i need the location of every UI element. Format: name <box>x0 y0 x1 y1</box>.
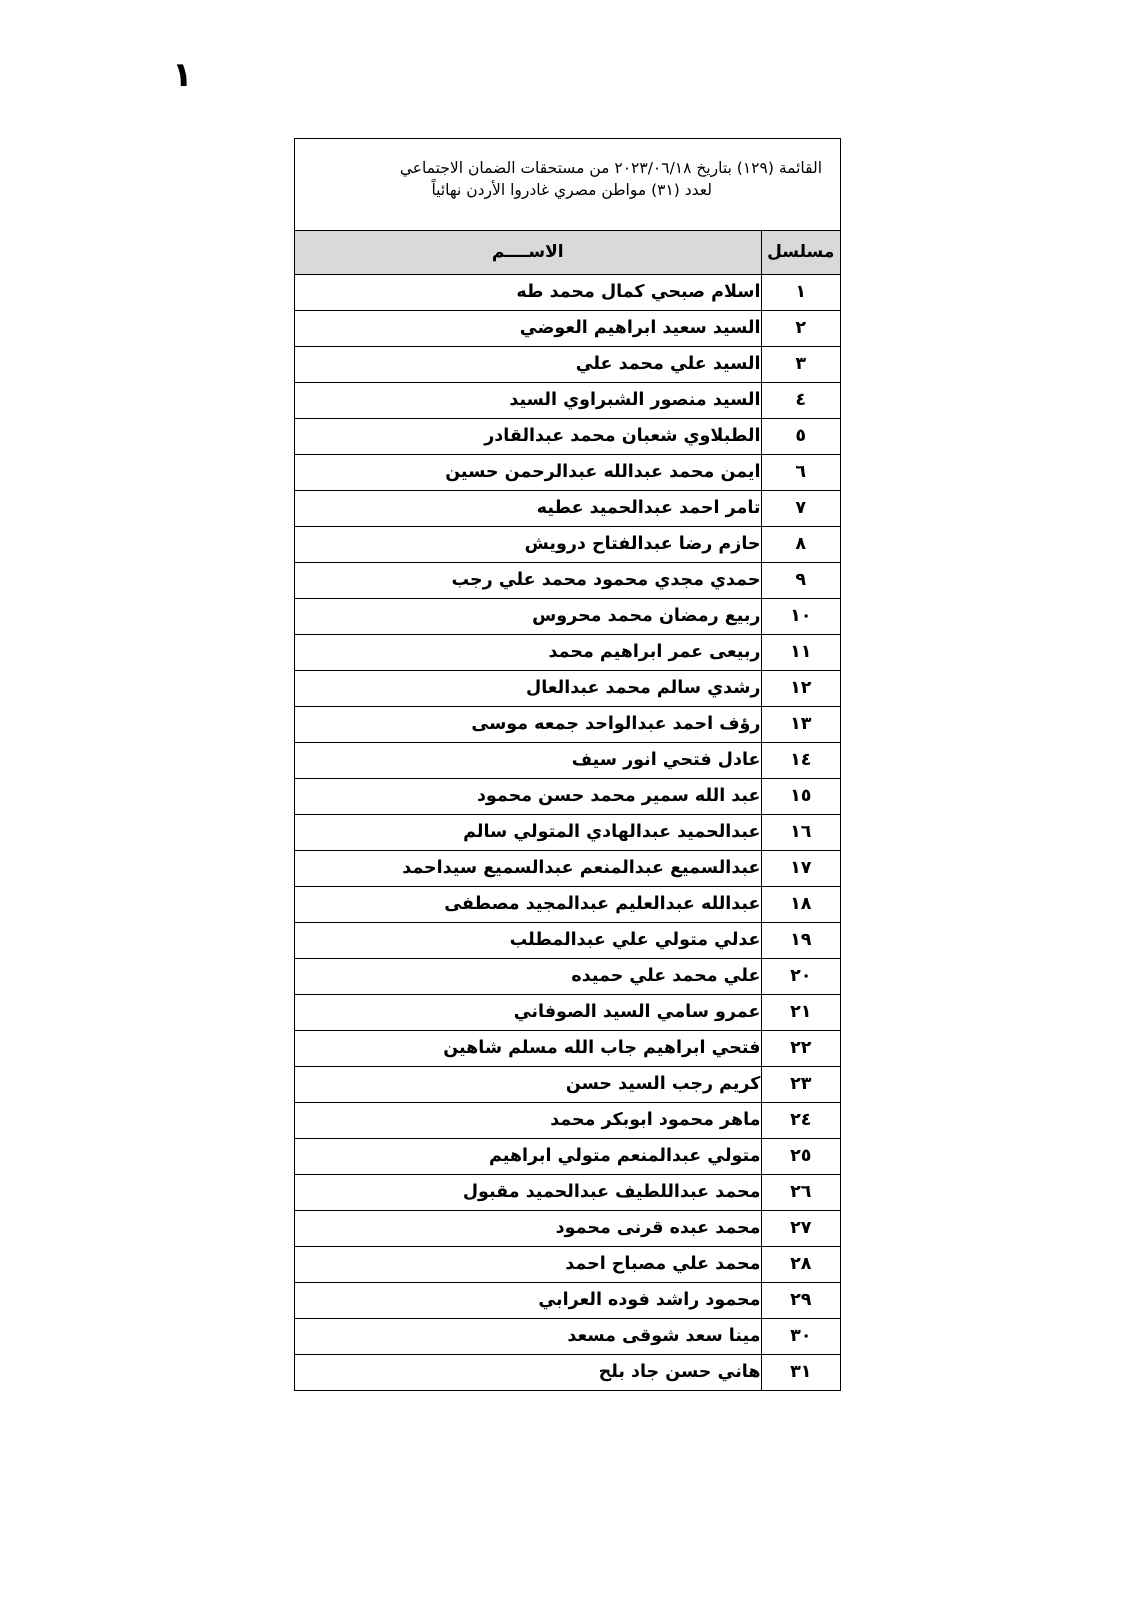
table-row <box>295 850 840 886</box>
row-serial: ٢١ <box>761 994 840 1030</box>
header-serial: مسلسل <box>761 231 840 274</box>
table-row <box>295 1102 840 1138</box>
table-row <box>295 670 840 706</box>
row-name: ماهر محمود ابوبكر محمد <box>295 1102 761 1138</box>
row-name: عدلي متولي علي عبدالمطلب <box>295 922 761 958</box>
row-name: رشدي سالم محمد عبدالعال <box>295 670 761 706</box>
list-title <box>295 139 840 231</box>
row-name: تامر احمد عبدالحميد عطيه <box>295 490 761 526</box>
row-serial: ١٨ <box>761 886 840 922</box>
table-row <box>295 1066 840 1102</box>
row-name: عبدالحميد عبدالهادي المتولي سالم <box>295 814 761 850</box>
row-serial: ٥ <box>761 418 840 454</box>
row-serial: ١٥ <box>761 778 840 814</box>
row-name: السيد سعيد ابراهيم العوضي <box>295 310 761 346</box>
row-name: عادل فتحي انور سيف <box>295 742 761 778</box>
row-serial: ٢٦ <box>761 1174 840 1210</box>
row-name: عبدالله عبدالعليم عبدالمجيد مصطفى <box>295 886 761 922</box>
table-row <box>295 814 840 850</box>
table-row <box>295 958 840 994</box>
row-serial: ٢٩ <box>761 1282 840 1318</box>
row-name: حازم رضا عبدالفتاح درويش <box>295 526 761 562</box>
beneficiary-list-table <box>294 138 841 1391</box>
table-row <box>295 274 840 310</box>
row-serial: ٧ <box>761 490 840 526</box>
row-serial: ١ <box>761 274 840 310</box>
table-row <box>295 562 840 598</box>
row-name: ايمن محمد عبدالله عبدالرحمن حسين <box>295 454 761 490</box>
table-row <box>295 1246 840 1282</box>
row-name: حمدي مجدي محمود محمد علي رجب <box>295 562 761 598</box>
row-name: ربيعى عمر ابراهيم محمد <box>295 634 761 670</box>
row-name: السيد منصور الشبراوي السيد <box>295 382 761 418</box>
row-serial: ٨ <box>761 526 840 562</box>
row-name: متولي عبدالمنعم متولي ابراهيم <box>295 1138 761 1174</box>
table-row <box>295 922 840 958</box>
row-serial: ١٢ <box>761 670 840 706</box>
row-serial: ١١ <box>761 634 840 670</box>
table-row <box>295 994 840 1030</box>
row-name: عبدالسميع عبدالمنعم عبدالسميع سيداحمد <box>295 850 761 886</box>
table-row <box>295 454 840 490</box>
table-row <box>295 310 840 346</box>
row-serial: ٤ <box>761 382 840 418</box>
row-name: كريم رجب السيد حسن <box>295 1066 761 1102</box>
table-row <box>295 598 840 634</box>
row-name: محمد عبداللطيف عبدالحميد مقبول <box>295 1174 761 1210</box>
table-row <box>295 886 840 922</box>
row-name: هاني حسن جاد بلح <box>295 1354 761 1390</box>
row-serial: ٣٠ <box>761 1318 840 1354</box>
row-serial: ١٣ <box>761 706 840 742</box>
table-row <box>295 706 840 742</box>
row-serial: ١٩ <box>761 922 840 958</box>
row-serial: ٢٥ <box>761 1138 840 1174</box>
title-line-1: القائمة (١٢٩) بتاريخ ٢٠٢٣/٠٦/١٨ من مستحقات الضمان الاجتماعي <box>399 159 822 177</box>
row-name: الطبلاوي شعبان محمد عبدالقادر <box>295 418 761 454</box>
row-name: السيد علي محمد علي <box>295 346 761 382</box>
table-row <box>295 1030 840 1066</box>
table-row <box>295 1138 840 1174</box>
title-line-2: لعدد (٣١) مواطن مصري غادروا الأردن نهائياً <box>431 181 712 199</box>
row-serial: ٦ <box>761 454 840 490</box>
row-serial: ٢ <box>761 310 840 346</box>
row-name: عمرو سامي السيد الصوفاني <box>295 994 761 1030</box>
table-row <box>295 742 840 778</box>
table-row <box>295 1354 840 1390</box>
row-serial: ٢٣ <box>761 1066 840 1102</box>
table-row <box>295 1174 840 1210</box>
row-name: محمد عبده قرنى محمود <box>295 1210 761 1246</box>
table-row <box>295 778 840 814</box>
table-row <box>295 490 840 526</box>
row-serial: ٢٧ <box>761 1210 840 1246</box>
row-serial: ٢٢ <box>761 1030 840 1066</box>
table-row <box>295 346 840 382</box>
row-name: رؤف احمد عبدالواحد جمعه موسى <box>295 706 761 742</box>
row-serial: ٣١ <box>761 1354 840 1390</box>
row-serial: ١٦ <box>761 814 840 850</box>
table-row <box>295 1318 840 1354</box>
row-serial: ٣ <box>761 346 840 382</box>
row-name: عبد الله سمير محمد حسن محمود <box>295 778 761 814</box>
row-name: ربيع رمضان محمد محروس <box>295 598 761 634</box>
table-row <box>295 1210 840 1246</box>
page-number: ١ <box>172 55 193 95</box>
names-table <box>295 231 840 1390</box>
table-row <box>295 1282 840 1318</box>
row-serial: ٢٠ <box>761 958 840 994</box>
table-row <box>295 418 840 454</box>
table-header-row <box>295 231 840 274</box>
row-serial: ١٤ <box>761 742 840 778</box>
table-row <box>295 526 840 562</box>
row-serial: ٢٨ <box>761 1246 840 1282</box>
row-serial: ٢٤ <box>761 1102 840 1138</box>
row-name: مينا سعد شوقى مسعد <box>295 1318 761 1354</box>
row-serial: ١٠ <box>761 598 840 634</box>
row-name: محمود راشد فوده العرابي <box>295 1282 761 1318</box>
header-name: الاســــم <box>295 231 761 274</box>
row-name: فتحي ابراهيم جاب الله مسلم شاهين <box>295 1030 761 1066</box>
row-name: اسلام صبحي كمال محمد طه <box>295 274 761 310</box>
table-row <box>295 382 840 418</box>
row-serial: ١٧ <box>761 850 840 886</box>
row-name: محمد علي مصباح احمد <box>295 1246 761 1282</box>
table-row <box>295 634 840 670</box>
row-serial: ٩ <box>761 562 840 598</box>
row-name: علي محمد علي حميده <box>295 958 761 994</box>
